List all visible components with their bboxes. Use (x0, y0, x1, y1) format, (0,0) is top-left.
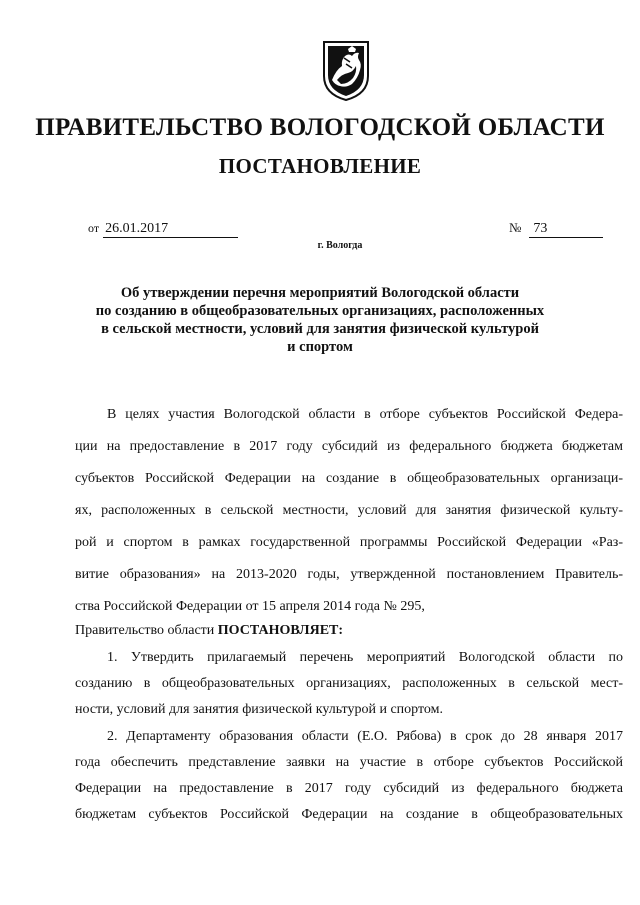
item1-line: ности, условий для занятия физической культурой и спортом. (75, 702, 444, 717)
item2-line: бюджетам субъектов Российской Федерации на создание в общеобразовательных (75, 807, 623, 822)
document-number: 73 (529, 221, 603, 238)
preamble-line: ции на предоставление в 2017 году субсидий из федерального бюджета бюджетам (75, 439, 623, 454)
heading-line: в сельской местности, условий для занятия физической культурой (101, 321, 539, 337)
resolves-line (75, 622, 623, 640)
item1-line: созданию в общеобразовательных организациях, расположенных в сельской мест- (75, 676, 623, 691)
preamble-line: В целях участия Вологодской области в отборе субъектов Российской Федера- (107, 407, 623, 422)
item2-line: Федерации на предоставление в 2017 году субсидий из федерального бюджета (75, 781, 623, 796)
item2-line: года обеспечить представление заявки на участие в отборе субъектов Российской (75, 755, 623, 770)
date-prefix: от (88, 221, 100, 235)
heading-line: Об утверждении перечня мероприятий Вологодской области (120, 285, 520, 301)
preamble-line: витие образования» на 2013-2020 годы, утвержденной постановлением Правитель- (75, 567, 623, 582)
item1-line: 1. Утвердить прилагаемый перечень мероприятий Вологодской области по (107, 650, 623, 665)
government-title: ПРАВИТЕЛЬСТВО ВОЛОГОДСКОЙ ОБЛАСТИ (35, 114, 605, 141)
number-prefix: № (509, 220, 522, 235)
document-date: 26.01.2017 (103, 221, 238, 238)
city-label: г. Вологда (317, 240, 363, 251)
coat-of-arms-emblem (322, 40, 370, 102)
resolves-word: ПОСТАНОВЛЯЕТ: (217, 623, 344, 638)
preamble-line: субъектов Российской Федерации на создание в общеобразовательных организаци- (75, 471, 623, 486)
document-heading (70, 284, 570, 356)
heading-line: по созданию в общеобразовательных организациях, расположенных (95, 303, 545, 319)
preamble-line: ях, расположенных в сельской местности, условий для занятия физической культу- (75, 503, 623, 518)
item2-line: 2. Департаменту образования области (Е.О. Рябова) в срок до 28 января 2017 (107, 729, 623, 744)
number-row (509, 220, 603, 238)
preamble-line: рой и спортом в рамках государственной программы Российской Федерации «Раз- (75, 535, 623, 550)
date-row (88, 220, 238, 238)
heading-line: и спортом (287, 339, 353, 355)
document-type: ПОСТАНОВЛЕНИЕ (218, 154, 422, 178)
preamble-line: ства Российской Федерации от 15 апреля 2014 года № 295, (75, 599, 425, 614)
resolves-lead: Правительство области (75, 623, 218, 638)
